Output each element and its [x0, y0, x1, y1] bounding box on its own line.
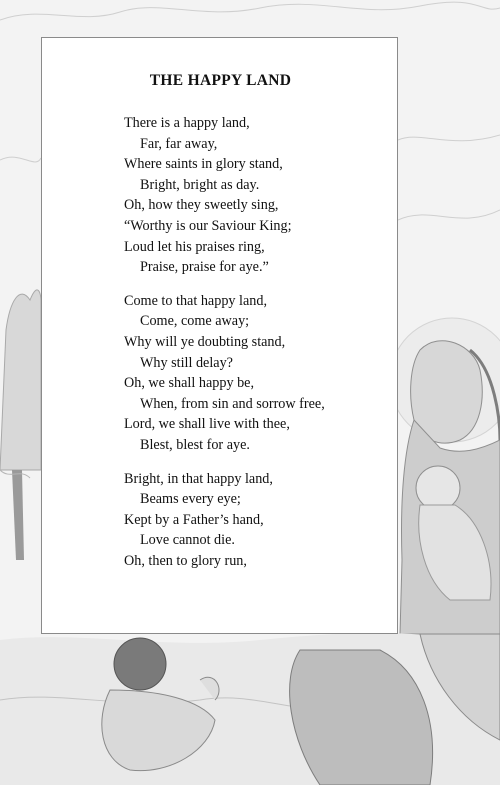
- poem-line: Oh, we shall happy be,: [124, 375, 255, 392]
- poem-panel: [41, 37, 398, 634]
- poem-line: When, from sin and sorrow free,: [140, 395, 325, 412]
- poem-line: Lord, we shall live with thee,: [124, 416, 290, 433]
- poem-line: Why will ye doubting stand,: [124, 333, 286, 350]
- poem-line: Kept by a Father’s hand,: [124, 511, 264, 528]
- poem-line: Why still delay?: [140, 354, 233, 371]
- poem-title: THE HAPPY LAND: [149, 72, 292, 89]
- poem-line: Oh, then to glory run,: [124, 552, 247, 569]
- poem-line: Beams every eye;: [140, 491, 241, 508]
- stanza-2: [124, 291, 325, 456]
- poem-line: Bright, in that happy land,: [124, 470, 273, 487]
- lower-scene-illustration: [0, 633, 500, 785]
- poem-line: “Worthy is our Saviour King;: [124, 217, 292, 234]
- shepherd-figure-illustration: [390, 318, 500, 634]
- poem-line: Far, far away,: [140, 135, 218, 152]
- stanza-3: [124, 469, 325, 572]
- poem-line: Praise, praise for aye.”: [140, 259, 269, 276]
- poem-line: Oh, how they sweetly sing,: [124, 197, 279, 214]
- poem-line: Blest, blest for aye.: [140, 436, 250, 453]
- poem-line: Loud let his praises ring,: [124, 238, 265, 255]
- tree-illustration: [0, 290, 41, 560]
- stanza-1: [124, 113, 325, 278]
- poem-line: Come, come away;: [140, 313, 250, 330]
- poem-line: Bright, bright as day.: [140, 176, 260, 193]
- poem-body: [124, 113, 325, 584]
- poem-line: Come to that happy land,: [124, 292, 268, 309]
- poem-line: Where saints in glory stand,: [124, 156, 283, 173]
- poem-line: There is a happy land,: [124, 115, 250, 131]
- poem-line: Love cannot die.: [140, 532, 235, 549]
